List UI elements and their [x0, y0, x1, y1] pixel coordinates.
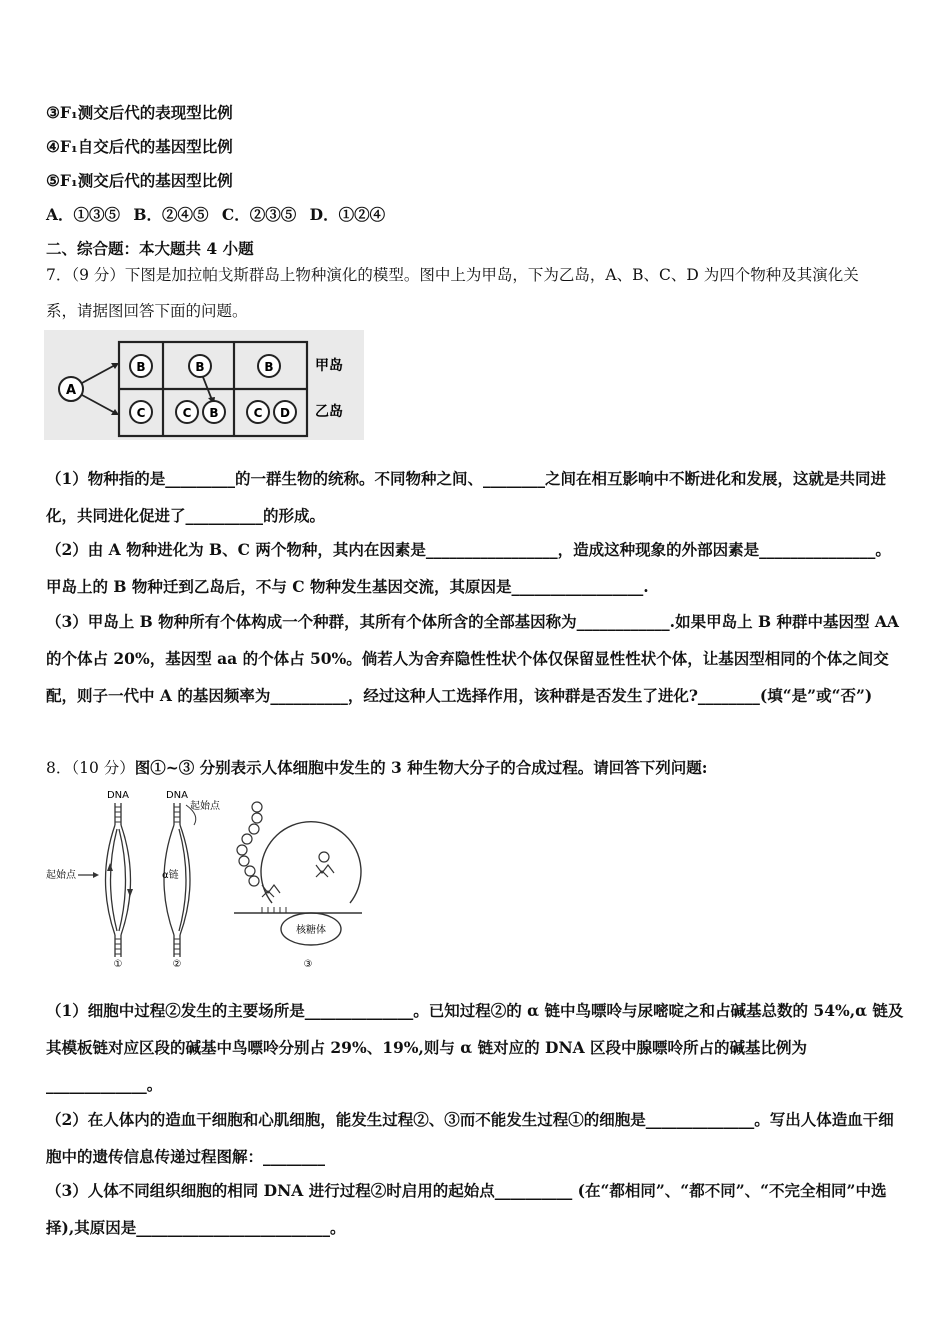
q8-synthesis-diagram: [44, 785, 364, 970]
island-b-species-d: [274, 401, 296, 423]
svg-text:B: B: [136, 360, 146, 374]
q7-stem-line-2: 系，请据图回答下面的问题。: [46, 302, 248, 320]
figure-2-transcription: [162, 790, 221, 970]
island-b-species-c-1: [130, 401, 152, 423]
q8-stem: 8．（10 分）图①~③ 分别表示人体细胞中发生的 3 种生物大分子的合成过程。请回答下列问题:: [46, 758, 708, 777]
svg-text:B: B: [195, 360, 205, 374]
q7-part-3: （3）甲岛上 B 物种所有个体构成一个种群，其所有个体所含的全部基因称为____________.如果甲岛上 B 种群中基因型 AA 的个体占 20%，基因型 aa 的个体占 50%。倘若人为舍弃隐性性状个体仅保留显性性状个体，让基因型相同的个体之间交配，则子一代中 A 的基因频率为__________，经过这种人工选择作用，该种群是否发生了进化?________(填“是”或“否”): [46, 612, 899, 705]
q8-part-2: （2）在人体内的造血干细胞和心肌细胞，能发生过程②、③而不能发生过程①的细胞是______________。写出人体造血干细胞中的遗传信息传递过程图解：________: [46, 1110, 894, 1166]
q8-part-3: （3）人体不同组织细胞的相同 DNA 进行过程②时启用的起始点__________ (在“都相同”、“都不同”、“不完全相同”中选择),其原因是_________________________。: [46, 1181, 887, 1237]
island-b-species-c-3: [247, 401, 269, 423]
section-header: 二、综合题：本大题共 4 小题: [46, 239, 254, 258]
svg-text:C: C: [182, 406, 192, 420]
svg-text:B: B: [264, 360, 274, 374]
island-a-species-b-1: [130, 355, 152, 377]
ribosome-label: 核糖体: [296, 925, 326, 936]
svg-text:起始点: 起始点: [46, 870, 76, 881]
answer-choices: A．①③⑤ B．②④⑤ C．②③⑤ D．①②④: [46, 205, 386, 224]
svg-text:①: ①: [113, 959, 123, 970]
species-a-node: [59, 377, 83, 401]
svg-text:C: C: [253, 406, 263, 420]
svg-text:α链: α链: [162, 870, 179, 881]
svg-text:B: B: [209, 406, 219, 420]
q7-part-1: （1）物种指的是_________的一群生物的统称。不同物种之间、________之间在相互影响中不断进化和发展，这就是共同进化，共同进化促进了__________的形成。: [46, 469, 887, 525]
svg-text:②: ②: [172, 959, 182, 970]
figure-3-translation: [234, 802, 362, 970]
svg-text:起始点: 起始点: [190, 801, 220, 812]
option-4: ④F₁自交后代的基因型比例: [46, 137, 233, 156]
svg-text:DNA: DNA: [106, 790, 130, 801]
island-top-label: 甲岛: [315, 358, 343, 374]
q7-stem-line-1: 7．（9 分）下图是加拉帕戈斯群岛上物种演化的模型。图中上为甲岛，下为乙岛，A、B、C、D 为四个物种及其演化关: [46, 266, 859, 284]
svg-text:C: C: [136, 406, 146, 420]
island-bottom-label: 乙岛: [315, 404, 343, 420]
q8-part-1: （1）细胞中过程②发生的主要场所是______________。已知过程②的 α 链中鸟嘌呤与尿嘧啶之和占碱基总数的 54%,α 链及其模板链对应区段的碱基中鸟嘌呤分别占 29%、19%,则与 α 链对应的 DNA 区段中腺嘌呤所占的碱基比例为_____________。: [46, 1001, 904, 1094]
figure-1-replication: [46, 790, 133, 970]
island-b-species-b: [203, 401, 225, 423]
svg-text:A: A: [65, 383, 77, 398]
option-5: ⑤F₁测交后代的基因型比例: [46, 171, 233, 190]
island-a-species-b-3: [258, 355, 280, 377]
option-3: ③F₁测交后代的表现型比例: [46, 103, 233, 122]
svg-text:D: D: [280, 406, 290, 420]
q7-part-2: （2）由 A 物种进化为 B、C 两个物种，其内在因素是_________________，造成这种现象的外部因素是_______________。甲岛上的 B 物种迁到乙岛后，不与 C 物种发生基因交流，其原因是_________________.: [46, 540, 891, 596]
svg-text:③: ③: [303, 959, 313, 970]
svg-text:DNA: DNA: [165, 790, 189, 801]
island-a-species-b-2: [189, 355, 211, 377]
island-b-species-c-2: [176, 401, 198, 423]
q7-island-diagram: [44, 330, 364, 440]
